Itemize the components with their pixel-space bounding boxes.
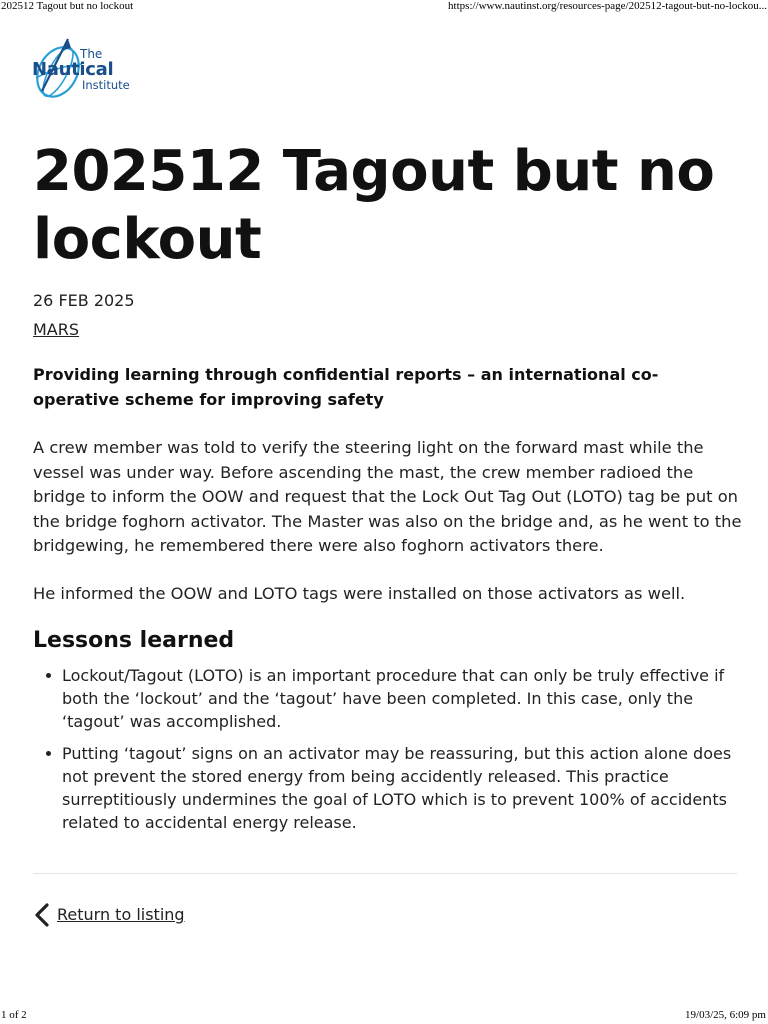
print-footer-page: 1 of 2	[1, 1009, 27, 1021]
intro-text: Providing learning through confidential reports – an international co-operative scheme for improving safety	[33, 365, 659, 409]
logo-text-the: The	[80, 47, 103, 61]
nautical-institute-logo[interactable]	[30, 36, 150, 106]
publish-date: 26 FEB 2025	[33, 291, 135, 310]
print-header-title: 202512 Tagout but no lockout	[1, 0, 134, 12]
divider	[33, 873, 737, 874]
category-tag-link[interactable]: MARS	[33, 320, 80, 339]
chevron-left-icon	[33, 903, 51, 927]
lessons-list	[33, 664, 737, 834]
print-header	[0, 0, 768, 14]
print-footer-datetime: 19/03/25, 6:09 pm	[685, 1009, 766, 1021]
body-paragraph: He informed the OOW and LOTO tags were installed on those activators as well.	[33, 584, 686, 603]
print-header-url: https://www.nautinst.org/resources-page/202512-tagout-but-no-lockou...	[448, 0, 767, 12]
lessons-heading: Lessons learned	[33, 628, 235, 653]
lesson-item: Putting ‘tagout’ signs on an activator may be reassuring, but this action alone does not prevent the stored energy from being accidently released. This practice surreptitiously undermines the goal of LOTO which is to prevent 100% of accidents related to accidental energy release.	[33, 742, 737, 834]
page-title: 202512 Tagout but no lockout	[33, 139, 715, 272]
body-paragraph: A crew member was told to verify the steering light on the forward mast while the vessel was under way. Before ascending the mast, the crew member radioed the bridge to inform the OOW and request that the Lock Out Tag Out (LOTO) tag be put on the bridge foghorn activator. The Master was also on the bridge and, as he went to the bridgewing, he remembered there were also foghorn activators there.	[33, 438, 742, 556]
print-footer	[0, 1009, 768, 1023]
logo-text-nautical: Nautical	[32, 59, 114, 80]
lesson-item: Lockout/Tagout (LOTO) is an important procedure that can only be truly effective if both the ‘lockout’ and the ‘tagout’ have been completed. In this case, only the ‘tagout’ was accomplished.	[33, 664, 737, 733]
logo-text-institute: Institute	[82, 78, 130, 92]
return-link-label: Return to listing	[57, 905, 185, 924]
